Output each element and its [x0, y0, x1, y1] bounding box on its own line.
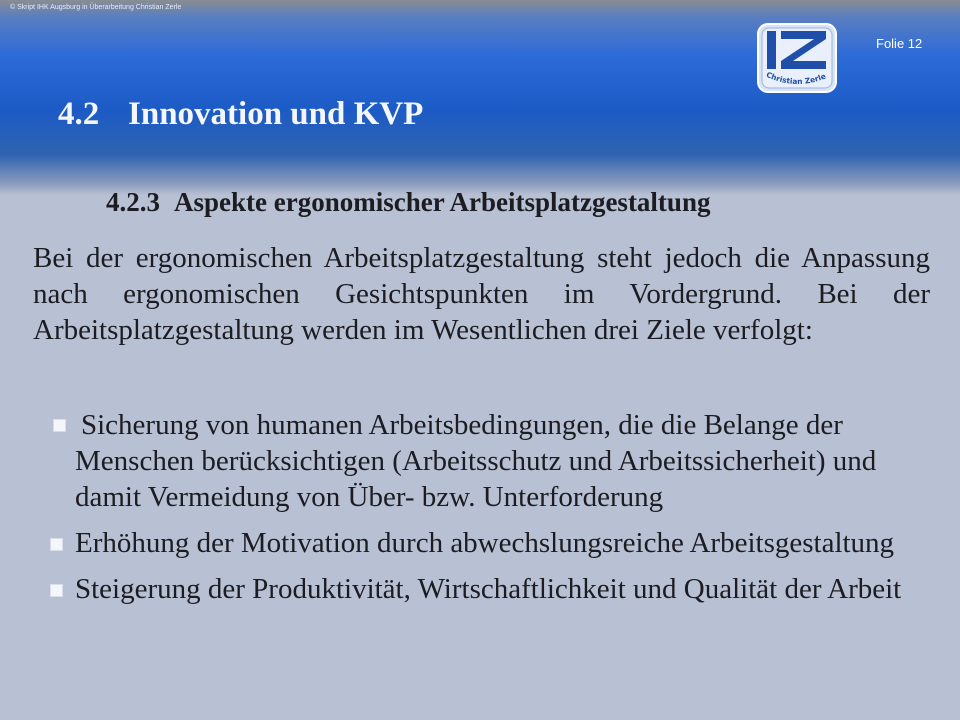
title-number: 4.2 — [58, 96, 100, 132]
subtitle-text: Aspekte ergonomischer Arbeitsplatzgestaltung — [174, 187, 711, 217]
copyright-note: © Skript IHK Augsburg in Überarbeitung Christian Zerle — [10, 4, 182, 11]
logo-text: Christian Zerle — [764, 69, 828, 87]
goals-list — [50, 407, 930, 607]
bullet-text: Erhöhung der Motivation durch abwechslungsreiche Arbeitsgestaltung — [75, 527, 895, 559]
bullet-text: Steigerung der Produktivität, Wirtschaftlichkeit und Qualität der Arbeit — [75, 573, 902, 605]
square-bullet-icon — [53, 419, 66, 432]
slide-title — [58, 96, 423, 133]
section-subtitle — [106, 187, 710, 218]
list-item — [50, 571, 930, 607]
intro-paragraph: Bei der ergonomischen Arbeitsplatzgestaltung steht jedoch die Anpassung nach ergonomischen Gesichtspunkten im Vordergrund. Bei der Arbeitsplatzgestaltung werden im Wesentlichen drei Ziele verfolgt: — [33, 242, 930, 346]
square-bullet-icon — [50, 584, 63, 597]
list-item — [50, 407, 930, 515]
christian-zerle-logo — [757, 23, 837, 93]
square-bullet-icon — [50, 538, 63, 551]
subtitle-number: 4.2.3 — [106, 187, 160, 217]
slide-number: Folie 12 — [876, 36, 923, 51]
bullet-text: Sicherung von humanen Arbeitsbedingungen, die die Belange der Menschen berücksichtigen (Arbeitsschutz und Arbeitssicherheit) und damit Vermeidung von Über- bzw. Unterforderung — [75, 409, 877, 513]
title-text: Innovation und KVP — [128, 96, 424, 132]
list-item — [50, 525, 930, 561]
